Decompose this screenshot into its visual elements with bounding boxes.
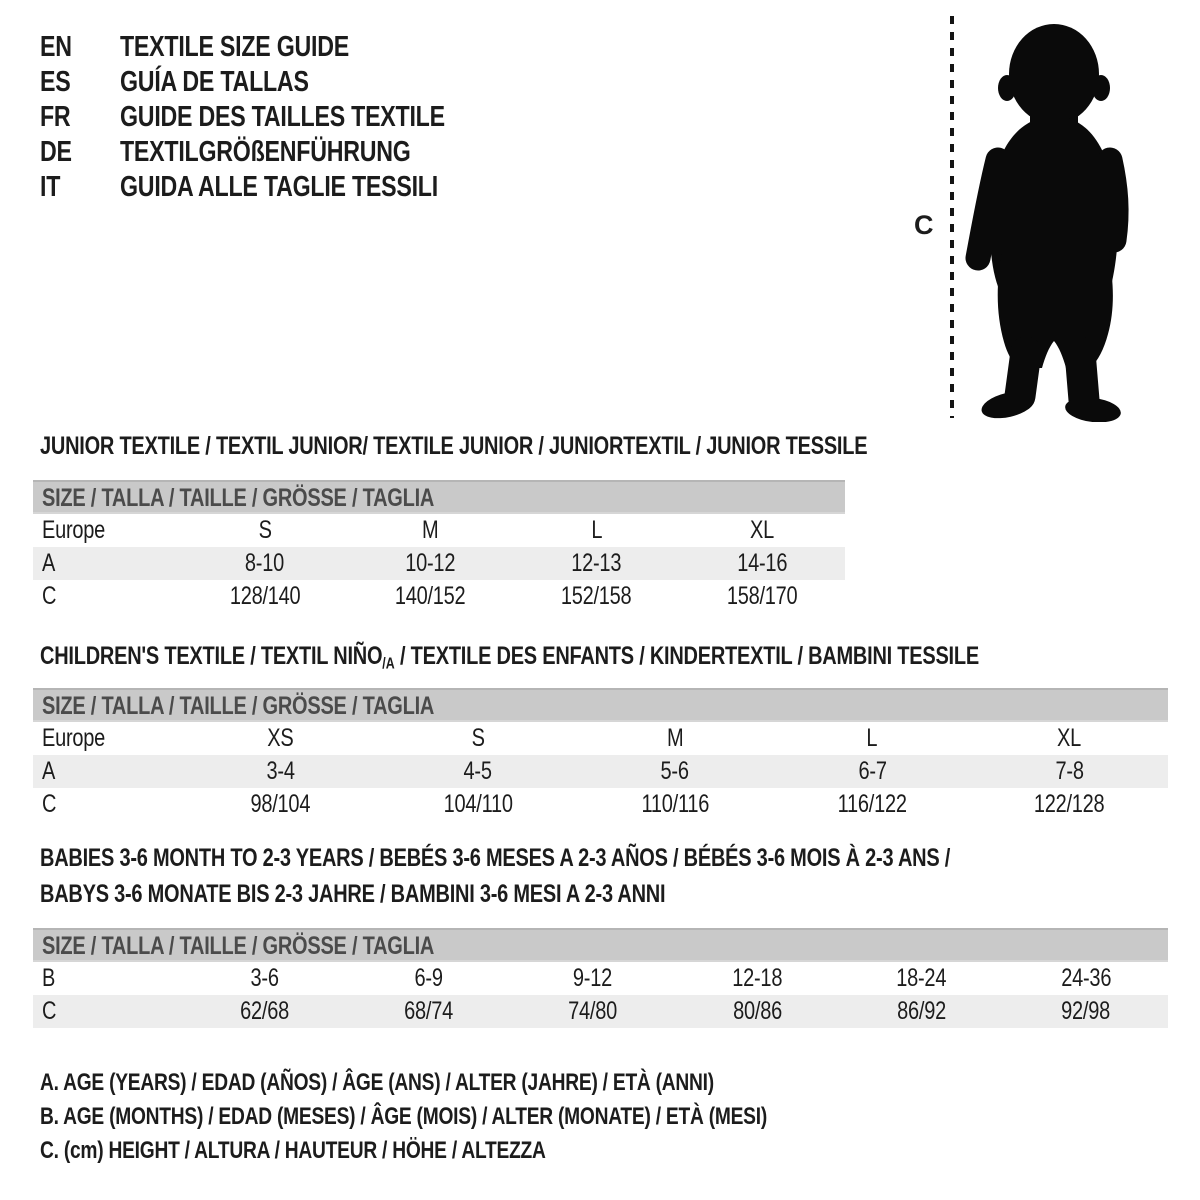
row-label: C bbox=[42, 997, 57, 1025]
age-cell: 12-13 bbox=[571, 549, 622, 577]
language-title: TEXTILGRÖßENFÜHRUNG bbox=[120, 136, 411, 168]
language-row-es bbox=[40, 65, 526, 100]
height-cell: 92/98 bbox=[1061, 997, 1111, 1025]
legend-line-age-months: B. AGE (MONTHS) / EDAD (MESES) / ÂGE (MOIS) / ALTER (MONATE) / ETÀ (MESI) bbox=[40, 1103, 767, 1130]
height-cell: 152/158 bbox=[561, 582, 632, 610]
babies-section-title: BABIES 3-6 MONTH TO 2-3 YEARS / BEBÉS 3-6 MESES A 2-3 AÑOS / BÉBÉS 3-6 MOIS À 2-3 ANS / BABYS 3-6 MONATE BIS 2-3 JAHRE / BAMBINI 3-6 MESI A 2-3 ANNI bbox=[40, 844, 951, 908]
age-cell: 9-12 bbox=[573, 964, 613, 992]
junior-size-table bbox=[33, 480, 845, 613]
height-cell: 140/152 bbox=[395, 582, 466, 610]
age-cell: 4-5 bbox=[463, 757, 492, 785]
size-cell: XL bbox=[1057, 724, 1082, 752]
age-cell: 18-24 bbox=[896, 964, 947, 992]
size-cell: XL bbox=[750, 516, 775, 544]
language-row-it bbox=[40, 170, 526, 205]
table-row bbox=[33, 580, 845, 613]
age-cell: 10-12 bbox=[405, 549, 456, 577]
height-cell: 62/68 bbox=[239, 997, 289, 1025]
age-cell: 6-7 bbox=[858, 757, 887, 785]
age-cell: 14-16 bbox=[737, 549, 788, 577]
nino-a-subscript: /A bbox=[382, 655, 395, 673]
language-title: GUÍA DE TALLAS bbox=[120, 66, 309, 98]
height-cell: 98/104 bbox=[250, 790, 311, 818]
size-cell: XS bbox=[267, 724, 294, 752]
size-cell: M bbox=[666, 724, 684, 752]
height-measure-line bbox=[950, 16, 954, 418]
row-label: A bbox=[42, 549, 56, 577]
language-row-de bbox=[40, 135, 526, 170]
language-row-en bbox=[40, 30, 526, 65]
row-label: C bbox=[42, 790, 57, 818]
language-title: GUIDA ALLE TAGLIE TESSILI bbox=[120, 171, 438, 203]
height-cell: 122/128 bbox=[1034, 790, 1105, 818]
children-size-table bbox=[33, 688, 1168, 821]
height-cell: 80/86 bbox=[732, 997, 782, 1025]
table-row bbox=[33, 514, 845, 547]
table-row bbox=[33, 547, 845, 580]
height-cell: 74/80 bbox=[568, 997, 618, 1025]
age-cell: 6-9 bbox=[414, 964, 443, 992]
age-cell: 12-18 bbox=[732, 964, 783, 992]
age-cell: 3-6 bbox=[250, 964, 279, 992]
height-cell: 158/170 bbox=[726, 582, 798, 610]
size-cell: L bbox=[866, 724, 878, 752]
height-cell: 116/122 bbox=[837, 790, 907, 818]
height-cell: 104/110 bbox=[443, 790, 513, 818]
table-row bbox=[33, 788, 1168, 821]
age-cell: 3-4 bbox=[266, 757, 295, 785]
language-title: GUIDE DES TAILLES TEXTILE bbox=[120, 101, 445, 133]
junior-table-size-header: SIZE / TALLA / TAILLE / GRÖSSE / TAGLIA bbox=[33, 480, 845, 514]
table-row bbox=[33, 995, 1168, 1028]
age-cell: 5-6 bbox=[660, 757, 690, 785]
age-cell: 7-8 bbox=[1055, 757, 1084, 785]
language-code: ES bbox=[40, 66, 71, 98]
language-row-fr bbox=[40, 100, 526, 135]
height-cell: 86/92 bbox=[897, 997, 946, 1025]
height-cell: 68/74 bbox=[404, 997, 453, 1025]
language-code: EN bbox=[40, 31, 72, 63]
height-cell: 110/116 bbox=[641, 790, 709, 818]
size-cell: L bbox=[590, 516, 602, 544]
age-cell: 8-10 bbox=[245, 549, 285, 577]
children-table-size-header: SIZE / TALLA / TAILLE / GRÖSSE / TAGLIA bbox=[33, 688, 1168, 722]
language-title: TEXTILE SIZE GUIDE bbox=[120, 31, 349, 63]
row-label: Europe bbox=[42, 516, 106, 544]
size-cell: S bbox=[471, 724, 485, 752]
table-row bbox=[33, 755, 1168, 788]
babies-table-size-header: SIZE / TALLA / TAILLE / GRÖSSE / TAGLIA bbox=[33, 928, 1168, 962]
legend-line-height-cm: C. (cm) HEIGHT / ALTURA / HAUTEUR / HÖHE / ALTEZZA bbox=[40, 1137, 546, 1164]
age-cell: 24-36 bbox=[1060, 964, 1111, 992]
children-section-title: CHILDREN'S TEXTILE / TEXTIL NIÑO/A / TEXTILE DES ENFANTS / KINDERTEXTIL / BAMBINI TESSILE bbox=[40, 642, 979, 673]
junior-section-title: JUNIOR TEXTILE / TEXTIL JUNIOR/ TEXTILE JUNIOR / JUNIORTEXTIL / JUNIOR TESSILE bbox=[40, 432, 868, 460]
legend-line-age-years: A. AGE (YEARS) / EDAD (AÑOS) / ÂGE (ANS) / ALTER (JAHRE) / ETÀ (ANNI) bbox=[40, 1069, 714, 1096]
size-cell: S bbox=[258, 516, 272, 544]
row-label: Europe bbox=[42, 724, 106, 752]
table-row bbox=[33, 722, 1168, 755]
row-label: A bbox=[42, 757, 56, 785]
language-code: IT bbox=[40, 171, 61, 203]
legend bbox=[40, 1066, 949, 1168]
row-label: B bbox=[42, 964, 56, 992]
babies-size-table bbox=[33, 928, 1168, 1028]
height-measure-label: C bbox=[914, 210, 934, 240]
language-code: FR bbox=[40, 101, 71, 133]
height-cell: 128/140 bbox=[229, 582, 301, 610]
toddler-silhouette-icon bbox=[962, 12, 1147, 422]
table-row bbox=[33, 962, 1168, 995]
language-code: DE bbox=[40, 136, 72, 168]
size-cell: M bbox=[422, 516, 439, 544]
language-list bbox=[40, 30, 526, 205]
row-label: C bbox=[42, 582, 57, 610]
